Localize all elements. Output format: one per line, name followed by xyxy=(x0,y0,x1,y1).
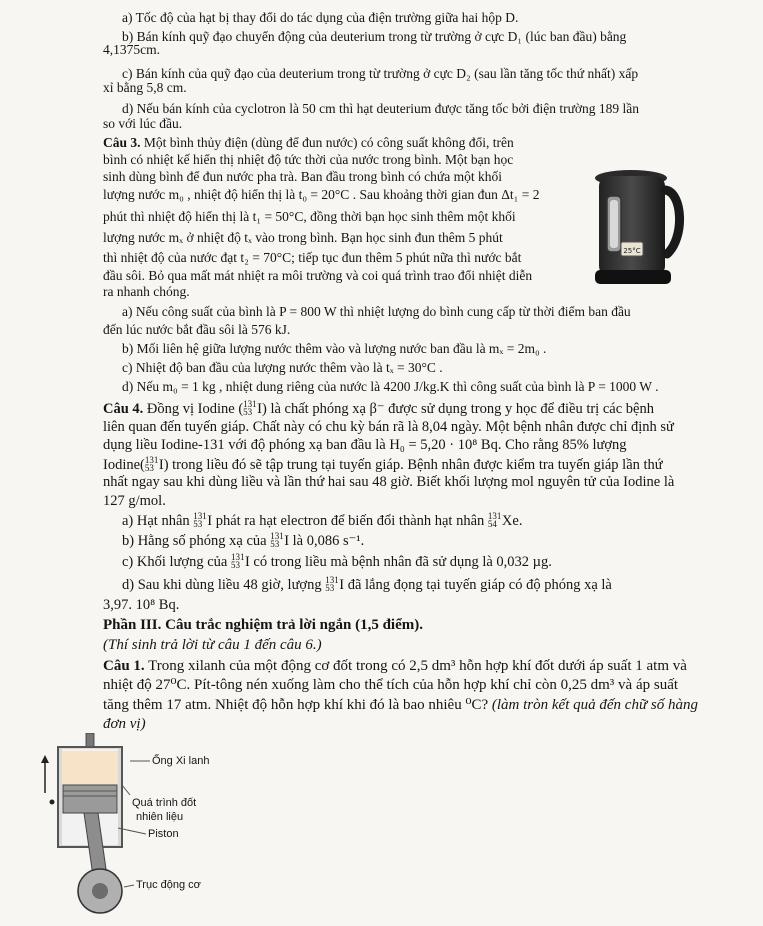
iodine-isotope-symbol: 131 53 xyxy=(144,455,159,473)
prev-statement-d-line1: d) Nếu bán kính của cyclotron là 50 cm thì hạt deuterium được tăng tốc bởi điện trường 189 lần xyxy=(122,101,640,116)
q3-statement-c: c) Nhiệt độ ban đầu của lượng nước thêm vào là tₓ = 30°C . xyxy=(122,360,443,375)
part3-note: (Thí sinh trả lời từ câu 1 đến câu 6.) xyxy=(103,637,322,653)
q4-statement-b: b) Hằng số phóng xạ của 131 53 I là 0,086 s⁻¹. xyxy=(122,531,365,549)
label-combustion-line1: Quá trình đốt xyxy=(132,797,197,809)
q4-line6: 127 g/mol. xyxy=(103,493,166,509)
iodine-isotope-symbol: 131 53 xyxy=(325,575,339,593)
engine-cylinder-diagram xyxy=(22,733,237,923)
q3-line1: Câu 3. Một bình thủy điện (dùng để đun nước) có công suất không đổi, trên xyxy=(103,135,514,150)
q4-statement-c: c) Khối lượng của 131 53 I có trong liều mà bệnh nhân đã sử dụng là 0,032 µg. xyxy=(122,552,552,570)
q3-statement-d: d) Nếu m₀ = 1 kg , nhiệt dung riêng của nước là 4200 J/kg.K thì công suất của bình là P = 1000 W . xyxy=(122,379,659,394)
q3-statement-b: b) Mối liên hệ giữa lượng nước thêm vào và lượng nước ban đầu là mₓ = 2m₀ . xyxy=(122,341,547,356)
q3-line4: lượng nước m₀ , nhiệt độ hiển thị là t₀ = 20°C . Sau khoảng thời gian đun Δt₁ = 2 xyxy=(103,187,540,202)
q4-line2: liên quan đến tuyến giáp. Chất này có chu kỳ bán rã là 8,04 ngày. Một bệnh nhân được chỉ định sử xyxy=(103,419,674,435)
q4-statement-d-line2: 3,97. 10⁸ Bq. xyxy=(103,597,180,613)
label-crankshaft: Trục động cơ xyxy=(136,879,201,891)
label-cylinder: Ống Xi lanh xyxy=(152,755,210,767)
iodine-isotope-symbol: 131 53 xyxy=(193,511,207,529)
q4-statement-a: a) Hạt nhân 131 53 I phát ra hạt electron để biến đổi thành hạt nhân 131 54 Xe. xyxy=(122,511,523,529)
q3-title: Câu 3. xyxy=(103,135,141,150)
iodine-isotope-symbol: 131 53 xyxy=(230,552,245,570)
part3-q1-line4: đơn vị) xyxy=(103,716,146,732)
q4-title: Câu 4. xyxy=(103,401,144,417)
part3-q1-line1: Câu 1. Trong xilanh của một động cơ đốt trong có 2,5 dm³ hỗn hợp khí đốt dưới áp suất 1 atm và xyxy=(103,658,687,674)
q4-line4: Iodine( 131 53 I) trong liều đó sẽ tập trung tại tuyến giáp. Bệnh nhân được kiểm tra tuyến giáp lần thứ xyxy=(103,455,663,473)
q4-statement-d-line1: d) Sau khi dùng liều 48 giờ, lượng 131 53 I đã lắng đọng tại tuyến giáp có độ phóng xạ là xyxy=(122,575,612,593)
q3-line5: phút thì nhiệt độ hiển thị là t₁ = 50°C, đồng thời bạn học sinh thêm một khối xyxy=(103,209,516,224)
q3-line8: đầu sôi. Bỏ qua mất mát nhiệt ra môi trường và coi quá trình trao đổi nhiệt diễn xyxy=(103,268,533,283)
q3-statement-a-line1: a) Nếu công suất của bình là P = 800 W thì nhiệt lượng do bình cung cấp từ thời điểm ban đầu xyxy=(122,304,631,319)
iodine-isotope-symbol: 131 53 xyxy=(243,399,257,417)
q3-line7: thì nhiệt độ của nước đạt t₂ = 70°C; tiếp tục đun thêm 5 phút nữa thì nước bắt xyxy=(103,250,522,265)
prev-statement-b-line1: b) Bán kính quỹ đạo chuyển động của deuterium trong từ trường ở cực D₁ (lúc ban đầu) bằng xyxy=(122,29,627,44)
iodine-isotope-symbol: 131 53 xyxy=(270,531,284,549)
q3-line6: lượng nước mₓ ở nhiệt độ tₓ vào trong bình. Bạn học sinh đun thêm 5 phút xyxy=(103,230,503,245)
prev-statement-d-line2: so với lúc đầu. xyxy=(103,116,183,131)
label-combustion-line2: nhiên liệu xyxy=(136,811,184,823)
prev-statement-a: a) Tốc độ của hạt bị thay đổi do tác dụng của điện trường giữa hai hộp D. xyxy=(122,10,519,25)
prev-statement-c-line1: c) Bán kính của quỹ đạo của deuterium trong từ trường ở cực D₂ (sau lần tăng tốc thứ nhất) xấp xyxy=(122,66,639,81)
label-piston: Piston xyxy=(148,828,179,840)
q3-line9: ra nhanh chóng. xyxy=(103,284,190,299)
prev-statement-c-line2: xỉ bằng 5,8 cm. xyxy=(103,80,187,95)
q4-line3: dụng liều Iodine-131 với độ phóng xạ ban đầu là H₀ = 5,20 · 10⁸ Bq. Cho rằng 85% lượng xyxy=(103,437,627,453)
part3-title: Phần III. Câu trắc nghiệm trả lời ngắn (1,5 điểm). xyxy=(103,617,423,633)
part3-q1-line2: nhiệt độ 27⁰C. Pít-tông nén xuống làm cho thể tích của hỗn hợp khí chỉ còn 0,25 dm³ và áp suất xyxy=(103,677,679,693)
part3-q1-line3: tăng thêm 17 atm. Nhiệt độ hỗn hợp khí khi đó là bao nhiêu ⁰C? (làm tròn kết quả đến chữ số hàng xyxy=(103,697,698,713)
q3-statement-a-line2: đến lúc nước bắt đầu sôi là 576 kJ. xyxy=(103,322,291,337)
prev-statement-b-line2: 4,1375cm. xyxy=(103,42,160,57)
q4-line5: nhất ngay sau khi dùng liều và lần thứ hai sau 48 giờ. Biết khối lượng mol nguyên tử của Iodine là xyxy=(103,474,675,490)
q3-line3: sinh dùng bình để đun nước pha trà. Ban đầu trong bình có chứa một khối xyxy=(103,169,502,184)
part3-q1-title: Câu 1. xyxy=(103,658,145,674)
q4-line1: Câu 4. Đồng vị Iodine ( 131 53 I) là chất phóng xạ β⁻ được sử dụng trong y học để điều trị các bệnh xyxy=(103,399,654,417)
electric-kettle-image xyxy=(585,168,687,286)
kettle-temperature-display: 25°C xyxy=(623,247,641,255)
q3-line2: bình có nhiệt kế hiển thị nhiệt độ tức thời của nước trong bình. Một bạn học xyxy=(103,152,514,167)
xenon-isotope-symbol: 131 54 xyxy=(487,511,502,529)
